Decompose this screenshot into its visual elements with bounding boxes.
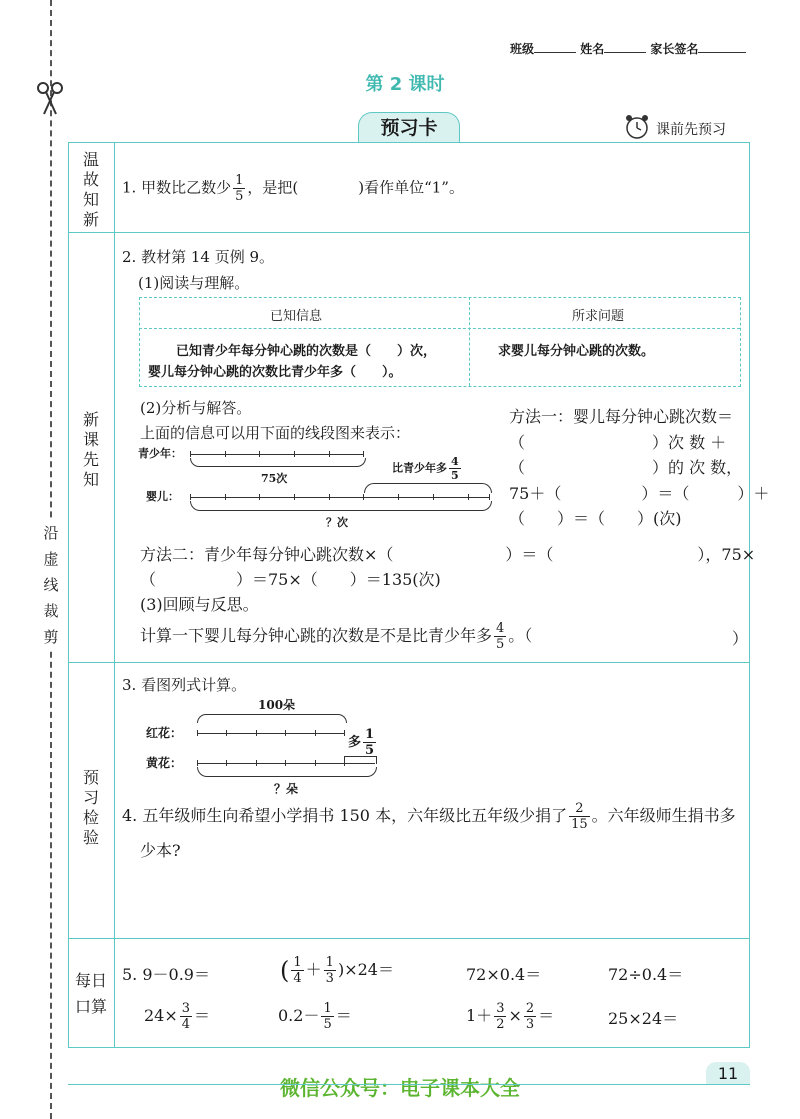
- method1-line2a: （: [509, 433, 526, 452]
- q1-text-end: ，是把( )看作单位“1”。: [247, 178, 464, 197]
- method1-line5: （ ）＝（ ）(次): [509, 509, 682, 528]
- q2-part1: (1)阅读与理解。: [138, 274, 250, 292]
- numerator: 1: [293, 955, 302, 970]
- g-post: ＝: [538, 1006, 555, 1025]
- known-line-1: 已知青少年每分钟心跳的次数是（ ）次，: [176, 344, 437, 359]
- q5-g: [466, 1002, 554, 1031]
- label-char: 课: [82, 430, 99, 449]
- q3-top-brace: [197, 714, 347, 723]
- denominator: 4: [181, 1017, 191, 1032]
- label-char: 新: [82, 210, 99, 229]
- tick: [225, 451, 226, 457]
- teen-bar: [190, 454, 364, 455]
- q3-bottom-brace: [197, 767, 377, 777]
- plus-sign: ＋: [305, 960, 322, 979]
- method1-line1: 方法一：婴儿每分钟心跳次数＝: [509, 407, 734, 426]
- tick: [226, 730, 227, 736]
- lesson-title: 第 2 课时: [365, 74, 445, 95]
- class-field-label: 班级: [510, 42, 535, 56]
- tick: [398, 494, 399, 500]
- scissors-icon: [36, 80, 64, 116]
- more-brace: [364, 483, 492, 493]
- tick: [363, 451, 364, 457]
- label-char: 新: [82, 410, 99, 429]
- cut-char: 剪: [43, 628, 59, 646]
- denominator: 3: [525, 1017, 535, 1032]
- numerator: 3: [181, 1001, 191, 1016]
- numerator: 3: [496, 1001, 505, 1016]
- denominator: 3: [325, 971, 334, 986]
- q4-text-end: 。六年级师生捐书多: [591, 806, 736, 825]
- q4-fraction: [569, 802, 590, 831]
- tick: [315, 730, 316, 736]
- cut-char: 虚: [43, 550, 59, 568]
- denominator: 4: [293, 971, 302, 986]
- q5-a: 5. 9－0.9＝: [122, 965, 210, 984]
- numerator: 2: [569, 802, 590, 817]
- tick: [329, 451, 330, 457]
- q4-text: 4. 五年级师生向希望小学捐书 150 本，六年级比五年级少捐了: [122, 806, 568, 825]
- q3-yellow-label: 黄花：: [146, 756, 183, 770]
- diagram-intro: 上面的信息可以用下面的线段图来表示：: [140, 424, 411, 442]
- fraction: [494, 1002, 506, 1031]
- tick: [433, 494, 434, 500]
- label-char: 先: [82, 450, 99, 469]
- label-char: 故: [82, 170, 99, 189]
- teen-brace: [190, 458, 366, 467]
- numerator: 1: [323, 1001, 332, 1016]
- baby-label: 婴儿：: [146, 490, 179, 503]
- tick: [329, 494, 330, 500]
- tick: [315, 760, 316, 766]
- q4-line1: [122, 802, 736, 831]
- q5-d: 72÷0.4＝: [608, 965, 684, 984]
- q5-e: [144, 1002, 210, 1031]
- fraction: [180, 1002, 192, 1031]
- card-title-text: 预习卡: [380, 117, 438, 139]
- g-pre: 1＋: [466, 1006, 493, 1025]
- fraction: [324, 956, 336, 985]
- q3-more-fraction: [363, 728, 376, 757]
- denominator: 5: [235, 189, 244, 204]
- row-divider: [68, 938, 750, 939]
- tick: [256, 730, 257, 736]
- times-sign: ×: [508, 1006, 522, 1025]
- reflect-close-paren: ）: [732, 629, 749, 648]
- numerator: 1: [235, 173, 244, 188]
- tick: [344, 730, 345, 736]
- tick: [197, 760, 198, 766]
- baby-bar: [190, 497, 490, 498]
- denominator: 2: [496, 1017, 505, 1032]
- q3-red-bar: [197, 733, 345, 734]
- known-header: 已知信息: [270, 309, 323, 324]
- b-post: )×24＝: [337, 960, 394, 979]
- label-char: 预: [82, 768, 99, 787]
- fraction: [291, 956, 303, 985]
- section-label-daily: [68, 968, 114, 1020]
- known-line-2: 婴儿每分钟心跳的次数比青少年多（ ）。: [148, 365, 402, 380]
- tick: [294, 451, 295, 457]
- more-fraction: [449, 456, 461, 481]
- label-line: 每日: [74, 971, 107, 990]
- q3-question: ？朵: [274, 782, 299, 796]
- tick: [226, 760, 227, 766]
- reflect-fraction: [494, 622, 506, 651]
- clock-icon: [624, 114, 650, 140]
- method1-line3b: ）的 次 数，: [652, 458, 743, 477]
- more-label: [392, 456, 463, 481]
- label-char: 习: [82, 788, 99, 807]
- q3-top-label: 100朵: [258, 698, 296, 712]
- f-pre: 0.2－: [278, 1006, 320, 1025]
- q5-f: [278, 1002, 352, 1031]
- tick: [197, 730, 198, 736]
- method2-line1: 方法二：青少年每分钟心跳次数×（ ）＝（ ），75×: [140, 545, 756, 564]
- q1-text: 1. 甲数比乙数少: [122, 178, 232, 197]
- label-char: 验: [82, 828, 99, 847]
- paren-open: (: [280, 956, 290, 985]
- cut-label: [41, 520, 61, 650]
- q5-h: 25×24＝: [608, 1009, 679, 1028]
- tick: [363, 494, 364, 500]
- f-post: ＝: [335, 1006, 352, 1025]
- e-post: ＝: [194, 1006, 211, 1025]
- tick: [259, 451, 260, 457]
- parent-sign-label: 家长签名: [650, 42, 699, 56]
- left-column-divider: [114, 142, 115, 1048]
- label-75: 75次: [261, 472, 288, 485]
- tick: [468, 494, 469, 500]
- footer-line: [68, 1084, 750, 1085]
- method1-line2b: ）次 数 ＋: [652, 433, 727, 452]
- q2-part3: (3)回顾与反思。: [140, 595, 259, 614]
- tick: [256, 760, 257, 766]
- more-text: 比青少年多: [392, 461, 447, 475]
- tick: [285, 760, 286, 766]
- tick: [190, 494, 191, 500]
- numerator: 2: [525, 1001, 535, 1016]
- reflect-line: [140, 622, 532, 651]
- fraction: [321, 1002, 333, 1031]
- name-field-label: 姓名: [580, 42, 605, 56]
- cut-char: 线: [43, 576, 59, 594]
- denominator: 5: [323, 1017, 332, 1032]
- denominator: 5: [496, 637, 505, 652]
- q2-part2: (2)分析与解答。: [140, 399, 252, 417]
- fraction: [524, 1002, 536, 1031]
- row-divider: [68, 232, 750, 233]
- q3-red-label: 红花：: [146, 726, 183, 740]
- q4-line2: 少本?: [140, 841, 181, 860]
- tick: [294, 494, 295, 500]
- info-table-vline: [469, 297, 470, 386]
- tick: [285, 730, 286, 736]
- ask-text: 求婴儿每分钟心跳的次数。: [498, 344, 655, 359]
- reflect-text: 计算一下婴儿每分钟心跳的次数是不是比青少年多: [140, 626, 493, 645]
- method2-line2: （ ）＝75×（ ）＝135(次): [140, 570, 441, 589]
- q5-b: [280, 956, 394, 985]
- q3-more: [348, 728, 378, 757]
- row-divider: [68, 662, 750, 663]
- numerator: 4: [496, 621, 505, 636]
- method1-line4: 75＋（ ）＝（ ）＋: [509, 484, 770, 503]
- baby-question: ？次: [326, 516, 348, 529]
- numerator: 4: [451, 455, 459, 468]
- card-title: [358, 112, 460, 143]
- numerator: 1: [365, 727, 375, 742]
- section-label-new: [68, 410, 114, 490]
- watermark: 微信公众号：电子课本大全: [280, 1076, 520, 1100]
- label-line: 口算: [74, 997, 107, 1016]
- cut-char: 裁: [43, 602, 59, 620]
- denominator: 5: [365, 743, 375, 758]
- method1-line3a: （: [509, 458, 526, 477]
- page-number: 11: [717, 1064, 739, 1083]
- ask-header: 所求问题: [572, 309, 625, 324]
- q3-title: 3. 看图列式计算。: [122, 676, 247, 694]
- q2-title: 2. 教材第 14 页例 9。: [122, 248, 275, 266]
- denominator: 5: [451, 469, 459, 482]
- tick: [259, 494, 260, 500]
- section-label-check: [68, 768, 114, 848]
- info-table-hline: [139, 328, 740, 329]
- label-char: 检: [82, 808, 99, 827]
- teen-label: 青少年：: [138, 447, 182, 460]
- label-char: 知: [82, 190, 99, 209]
- section-label-review: [68, 150, 114, 230]
- q5-c: 72×0.4＝: [466, 965, 542, 984]
- q3-more-text: 多: [348, 735, 362, 750]
- reflect-text-end: 。（: [508, 626, 533, 645]
- badge-text: 课前先预习: [656, 122, 726, 138]
- baby-brace: [190, 501, 492, 511]
- q3-extra-box: [344, 756, 377, 764]
- e-pre: 24×: [144, 1006, 178, 1025]
- q1-fraction: [233, 174, 245, 203]
- q1: [122, 174, 464, 203]
- header-fields: [510, 40, 746, 57]
- cut-char: 沿: [43, 524, 59, 542]
- label-char: 温: [82, 150, 99, 169]
- denominator: 15: [571, 817, 588, 832]
- label-char: 知: [82, 470, 99, 489]
- tick: [190, 451, 191, 457]
- numerator: 1: [325, 955, 334, 970]
- tick: [225, 494, 226, 500]
- tick: [489, 494, 490, 500]
